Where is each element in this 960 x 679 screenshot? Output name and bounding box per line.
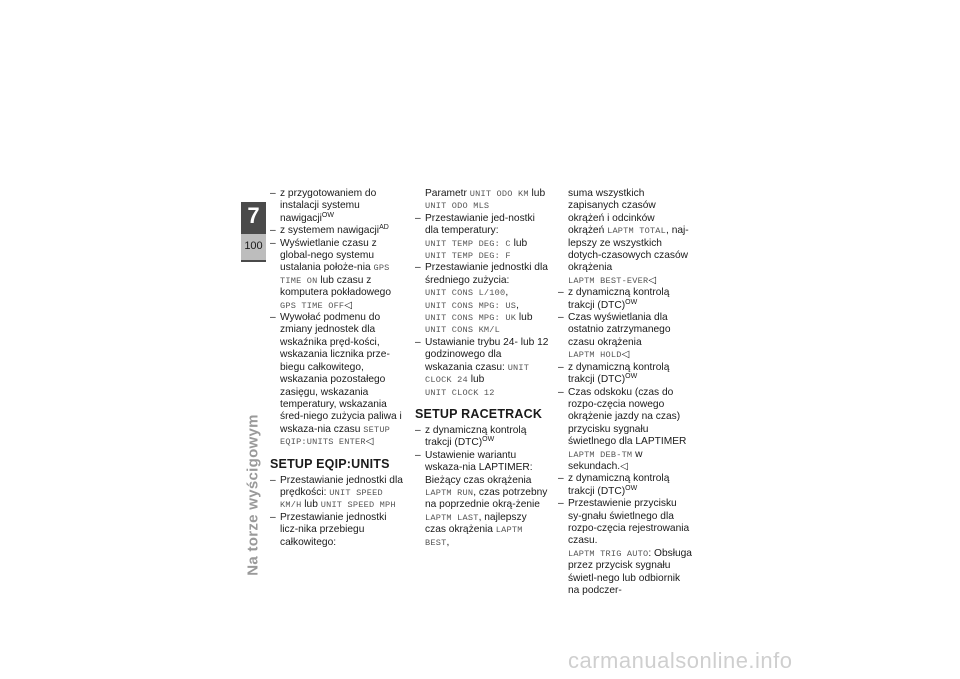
- list-item: – Przestawianie jednostki dla średniego zużycia: UNIT CONS L/100, UNIT CONS MPG: US, UNIT CONS MPG: UK lub UNIT CONS KM/L: [415, 262, 548, 336]
- list-item: – Ustawianie trybu 24- lub 12 godzinowego dla wskazania czasu: UNIT CLOCK 24 lub UNIT CLOCK 12: [415, 336, 549, 398]
- list-item: – Czas wyświetlania dla ostatnio zatrzymanego czasu okrążenia LAPTM HOLD◁: [558, 312, 671, 361]
- list-item: – Przestawianie jednostki dla prędkości: UNIT SPEED KM/H lub UNIT SPEED MPH: [270, 474, 403, 511]
- chapter-tab: [241, 202, 266, 262]
- section-heading-units: SETUP EQIP:UNITS: [270, 456, 390, 471]
- list-item: – Przestawianie jednostki licz-nika przebiegu całkowitego:: [270, 511, 387, 548]
- chapter-number: 7: [247, 203, 260, 228]
- list-item: – z dynamiczną kontrolą trakcji (DTC)$^{OW}$: [415, 424, 527, 449]
- list-item: – Ustawienie wariantu wskaza-nia LAPTIMER: Bieżący czas okrążenia LAPTM RUN, czas potrzebny na poprzednie okrą-żenie LAPTM LAST, najlepszy czas okrążenia LAPTM BEST,: [415, 449, 548, 548]
- list-item: – Przestawienie przycisku sy-gnału świetlnego dla rozpo-częcia rejestrowania czasu. LAPTM TRIG AUTO: Obsługa przez przycisk sygnału świetl-nego lub odbiornik na podczer-: [558, 498, 692, 596]
- watermark: carmanualsonline.info: [568, 648, 793, 673]
- list-item: – Wywołać podmenu do zmiany jednostek dla wskaźnika pręd-kości, wskazania licznika prze-biegu całkowitego, wskazania pozostałego zasięgu, wskazania temperatury, wskazania śred-niego zużycia paliwa i wskaza-nia czasu SETUP EQIP:UNITS ENTER◁: [270, 312, 402, 448]
- column-1: [270, 188, 405, 549]
- list-item: – z dynamiczną kontrolą trakcji (DTC)$^{OW}$: [558, 361, 670, 386]
- end-mark: ◁: [365, 436, 374, 448]
- end-mark: ◁: [648, 274, 657, 286]
- list-item: – Wyświetlanie czasu z global-nego systemu ustalania położe-nia GPS TIME ON lub czasu z komputera pokładowego GPS TIME OFF◁: [270, 237, 392, 311]
- end-mark: ◁: [621, 349, 630, 361]
- end-mark: ◁: [620, 460, 628, 472]
- paragraph: suma wszystkich zapisanych czasów okrążeń i odcinków okrążeń LAPTM TOTAL, naj-lepszy ze wszystkich dotych-czasowych czasów okrążenia LAPTM BEST-EVER◁: [568, 188, 689, 286]
- list-item: – z przygotowaniem do instalacji systemu nawigacji$^{OW}$: [270, 188, 377, 224]
- side-title: [242, 414, 264, 576]
- list-item: – Przestawianie jed-nostki dla temperatury: UNIT TEMP DEG: C lub UNIT TEMP DEG: F: [415, 212, 535, 262]
- section-heading-racetrack: SETUP RACETRACK: [415, 406, 543, 421]
- list-item: – z systemem nawigacji$^{AD}$: [270, 224, 389, 237]
- list-item: – z dynamiczną kontrolą trakcji (DTC)$^{OW}$: [558, 287, 670, 311]
- list-item: – Czas odskoku (czas do rozpo-częcia nowego okrążenie jazdy na czas) przycisku sygnału świetlnego dla LAPTIMER LAPTM DEB-TM w sekundach.◁: [558, 386, 687, 472]
- page-number: 100: [241, 234, 266, 260]
- paragraph: Parametr UNIT ODO KM lub UNIT ODO MLS: [425, 188, 546, 212]
- side-title-text: Na torze wyścigowym: [244, 414, 262, 576]
- list-item: – z dynamiczną kontrolą trakcji (DTC)$^{OW}$: [558, 473, 670, 497]
- column-2: [415, 188, 550, 549]
- column-3: [558, 188, 693, 597]
- end-mark: ◁: [344, 299, 353, 311]
